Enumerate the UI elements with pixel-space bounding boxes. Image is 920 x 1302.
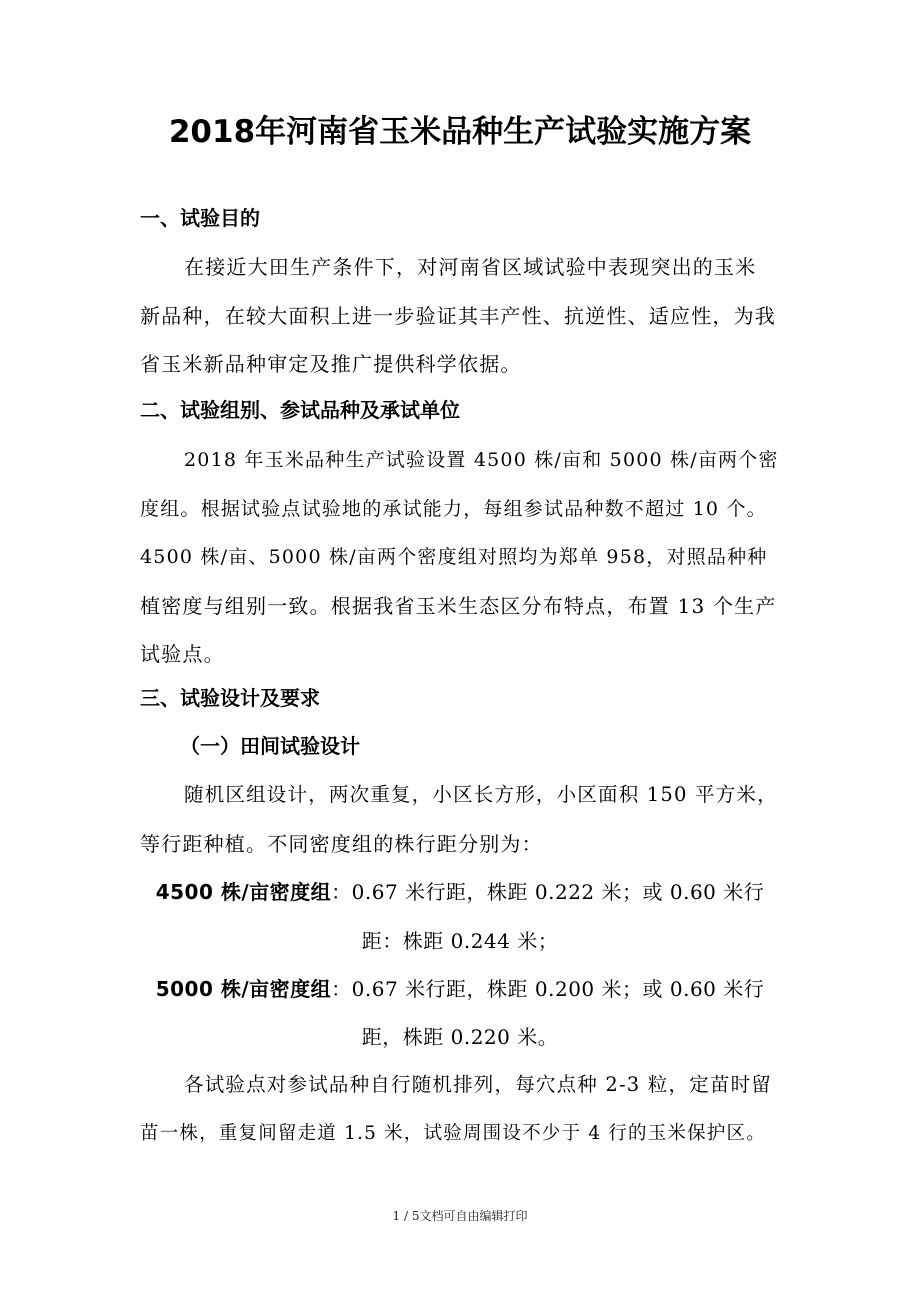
section-heading-design: 三、试验设计及要求 bbox=[140, 686, 320, 710]
paragraph-line: 省玉米新品种审定及推广提供科学依据。 bbox=[140, 352, 522, 376]
paragraph-line: 随机区组设计，两次重复，小区长方形，小区面积 150 平方米， bbox=[184, 783, 778, 806]
subsection-paragraph-field-design bbox=[140, 771, 780, 868]
density-group-text: ：0.67 米行距，株距 0.222 米；或 0.60 米行 bbox=[331, 880, 765, 904]
paragraph-line: 各试验点对参试品种自行随机排列，每穴点种 2-3 粒，定苗时留 bbox=[184, 1073, 772, 1096]
section-paragraph-groups bbox=[140, 436, 780, 679]
subsection-heading-field-design: （一）田间试验设计 bbox=[180, 734, 360, 758]
density-group-text: ：0.67 米行距，株距 0.200 米；或 0.60 米行 bbox=[331, 977, 765, 1001]
paragraph-line: 植密度与组别一致。根据我省玉米生态区分布特点，布置 13 个生产 bbox=[140, 593, 777, 618]
paragraph-line: 在接近大田生产条件下，对河南省区域试验中表现突出的玉米 bbox=[184, 255, 757, 279]
paragraph-line: 2018 年玉米品种生产试验设置 4500 株/亩和 5000 株/亩两个密 bbox=[184, 449, 779, 471]
page-footer: 1 / 5文档可自由编辑打印 bbox=[392, 1209, 528, 1223]
density-group-5000 bbox=[140, 974, 780, 1004]
subsection-paragraph-arrangement bbox=[140, 1061, 780, 1158]
density-group-4500-continuation: 距：株距 0.244 米； bbox=[361, 929, 559, 953]
density-group-4500 bbox=[140, 877, 780, 907]
section-heading-groups: 二、试验组别、参试品种及承试单位 bbox=[140, 398, 460, 422]
section-heading-purpose: 一、试验目的 bbox=[140, 206, 260, 230]
density-group-5000-continuation: 距，株距 0.220 米。 bbox=[361, 1025, 559, 1049]
density-group-label: 4500 株/亩密度组 bbox=[155, 880, 332, 904]
paragraph-line: 苗一株，重复间留走道 1.5 米，试验周围设不少于 4 行的玉米保护区。 bbox=[140, 1122, 766, 1144]
paragraph-line: 试验点。 bbox=[140, 642, 225, 666]
paragraph-line: 4500 株/亩、5000 株/亩两个密度组对照均为郑单 958，对照品种种 bbox=[140, 546, 768, 568]
density-group-label: 5000 株/亩密度组 bbox=[155, 977, 332, 1001]
section-paragraph-purpose bbox=[140, 243, 780, 389]
document-title: 2018年河南省玉米品种生产试验实施方案 bbox=[168, 114, 752, 150]
paragraph-line: 度组。根据试验点试验地的承试能力，每组参试品种数不超过 10 个。 bbox=[140, 497, 767, 520]
paragraph-line: 等行距种植。不同密度组的株行距分别为： bbox=[140, 831, 543, 856]
paragraph-line: 新品种，在较大面积上进一步验证其丰产性、抗逆性、适应性，为我 bbox=[140, 303, 776, 328]
